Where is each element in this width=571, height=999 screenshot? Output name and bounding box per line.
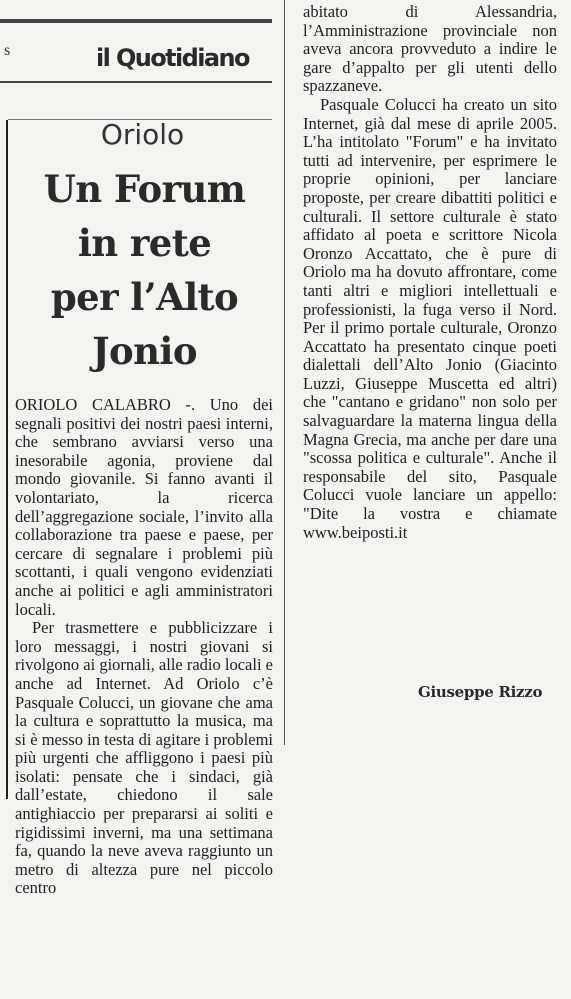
article-byline: Giuseppe Rizzo bbox=[418, 683, 543, 701]
headline-line: per l’Alto bbox=[50, 275, 239, 319]
article-body-left-column bbox=[15, 396, 273, 898]
masthead-rule bbox=[0, 81, 272, 83]
article-left-border bbox=[6, 120, 8, 799]
top-rule bbox=[0, 19, 272, 23]
newspaper-masthead: il Quotidiano bbox=[96, 44, 249, 72]
body-paragraph: Per trasmettere e pubblicizzare i loro messaggi, i nostri giovani si rivolgono ai giornali, alle radio locali e anche ad Internet. Ad Oriolo c’è Pasquale Colucci, un giovane che ama la cultura e soprattutto la musica, ma si è messo in testa di agitare i problemi più urgenti che affliggono i paesi più isolati: pensate che i sindaci, già dall’estate, chiedono il sale antighiaccio per prepararsi ai soliti e rigidissimi inverni, ma una settimana fa, quando la neve aveva raggiunto un metro di altezza pure nel piccolo centro bbox=[15, 618, 273, 898]
headline-line: Un Forum bbox=[43, 167, 246, 211]
body-paragraph: Pasquale Colucci ha creato un sito Internet, già dal mese di aprile 2005. L’ha intitolato "Forum" e ha invitato tutti ad intervenire, per esprimere le proprie opinioni, per lanciare proposte, per creare dibattiti politici e culturali. Il settore culturale è stato affidato al poeta e scrittore Nicola Oronzo Accattato, che è pure di Oriolo ma ha dovuto affrontare, come tanti altri e migliori intellettuali e professionisti, la fuga verso il Nord. Per il primo portale culturale, Oronzo Accattato ha presentato cinque poeti dialettali dell’Alto Jonio (Giacinto Luzzi, Giuseppe Muscetta ed altri) che "cantano e gridano" non solo per salvaguardare la materna lingua della Magna Grecia, ma anche per dare una "scossa politica e culturale". Anche il responsabile del sito, Pasquale Colucci vuole lanciare un appello: "Dite la vostra e chiamate www.beiposti.it bbox=[303, 94, 557, 542]
body-paragraph: ORIOLO CALABRO -. Uno dei segnali positivi dei nostri paesi interni, che sembrano avviarsi verso una inesorabile agonia, proviene dal mondo giovanile. Si fanno avanti il volontariato, la ricerca dell’aggregazione sociale, l’invito alla collaborazione tra paese e paese, per cercare di segnalare i problemi più scottanti, i quali vengono evidenziati anche ai politici e agli amministratori locali. bbox=[15, 395, 273, 619]
headline-line: Jonio bbox=[92, 329, 197, 373]
article-kicker: Oriolo bbox=[100, 118, 185, 151]
article-headline bbox=[12, 162, 277, 378]
masthead-left-fragment: s bbox=[4, 42, 11, 59]
headline-line: in rete bbox=[77, 221, 212, 265]
body-paragraph: abitato di Alessandria, l’Amministrazione provinciale non aveva ancora provveduto a indire le gare d’appalto per gli utenti dello spazzaneve. bbox=[303, 2, 557, 96]
article-body-right-column bbox=[303, 3, 557, 542]
column-divider bbox=[284, 0, 285, 745]
